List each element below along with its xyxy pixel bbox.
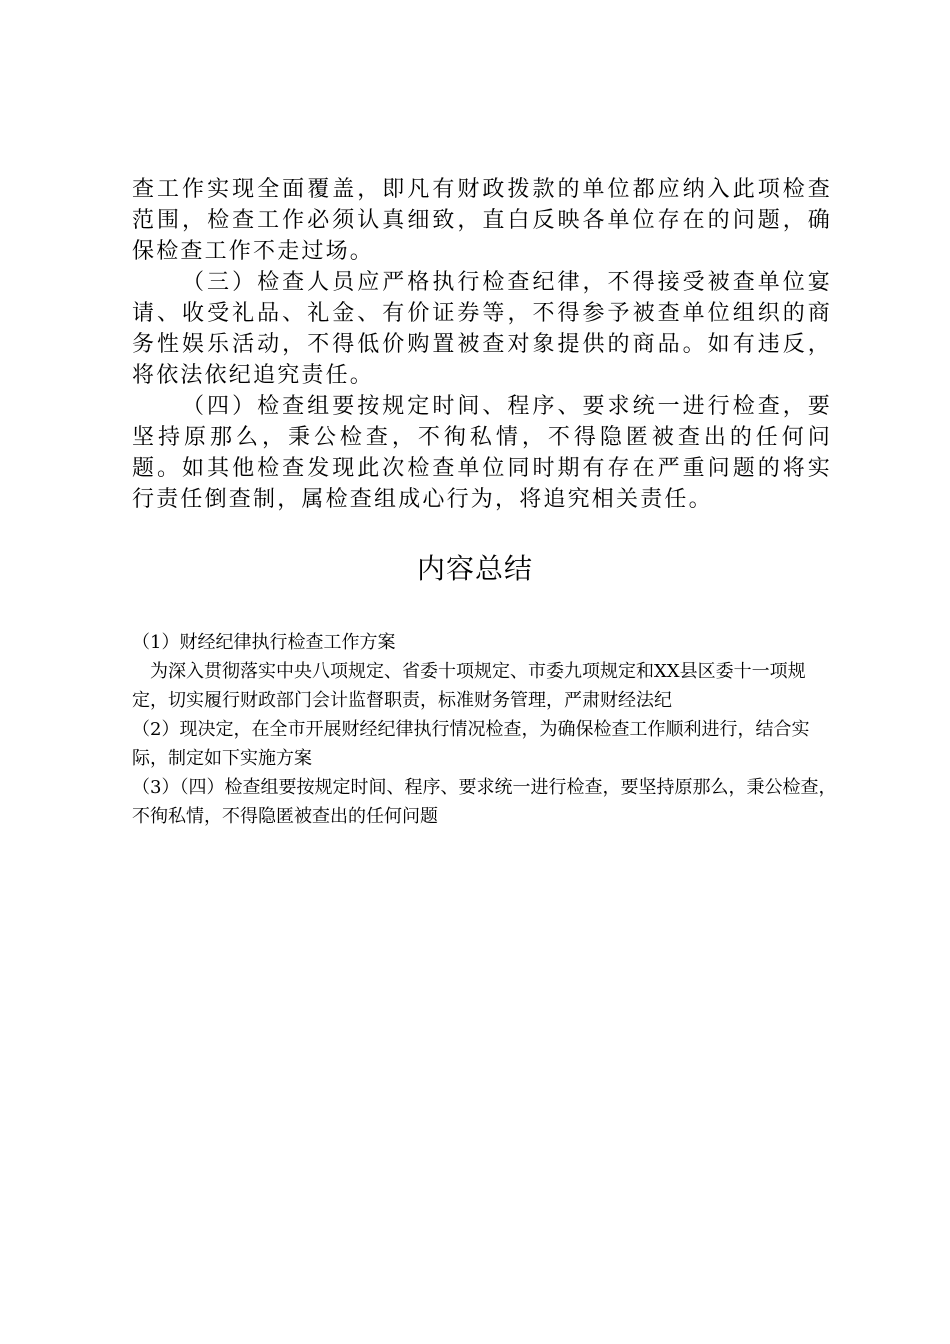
summary-item-2: （2）现决定，在全市开展财经纪律执行情况检查，为确保检查工作顺利进行，结合实际，制定如下实施方案 [132, 719, 810, 769]
body-paragraph-1: 查工作实现全面覆盖，即凡有财政拨款的单位都应纳入此项检查范围，检查工作必须认真细致，直白反映各单位存在的问题，确保检查工作不走过场。 [132, 177, 832, 264]
main-body [132, 174, 832, 515]
summary-item-1-body: 为深入贯彻落实中央八项规定、省委十项规定、市委九项规定和XX县区委十一项规定，切实履行财政部门会计监督职责，标准财务管理，严肃财经法纪 [132, 661, 806, 711]
summary-item-3: （3）（四）检查组要按规定时间、程序、要求统一进行检查，要坚持原那么，秉公检查，不徇私情，不得隐匿被查出的任何问题 [132, 777, 837, 827]
summary-title: 内容总结 [416, 552, 533, 585]
summary-item-1-title: （1）财经纪律执行检查工作方案 [132, 632, 396, 653]
body-paragraph-3: （四）检查组要按规定时间、程序、要求统一进行检查，要坚持原那么，秉公检查，不徇私情，不得隐匿被查出的任何问题。如其他检查发现此次检查单位同时期有存在严重问题的将实行责任倒查制，属检查组成心行为，将追究相关责任。 [132, 394, 832, 512]
body-paragraph-2: （三）检查人员应严格执行检查纪律，不得接受被查单位宴请、收受礼品、礼金、有价证券等，不得参予被查单位组织的商务性娱乐活动，不得低价购置被查对象提供的商品。如有违反，将依法依纪追究责任。 [132, 270, 832, 388]
summary-section [132, 628, 837, 831]
